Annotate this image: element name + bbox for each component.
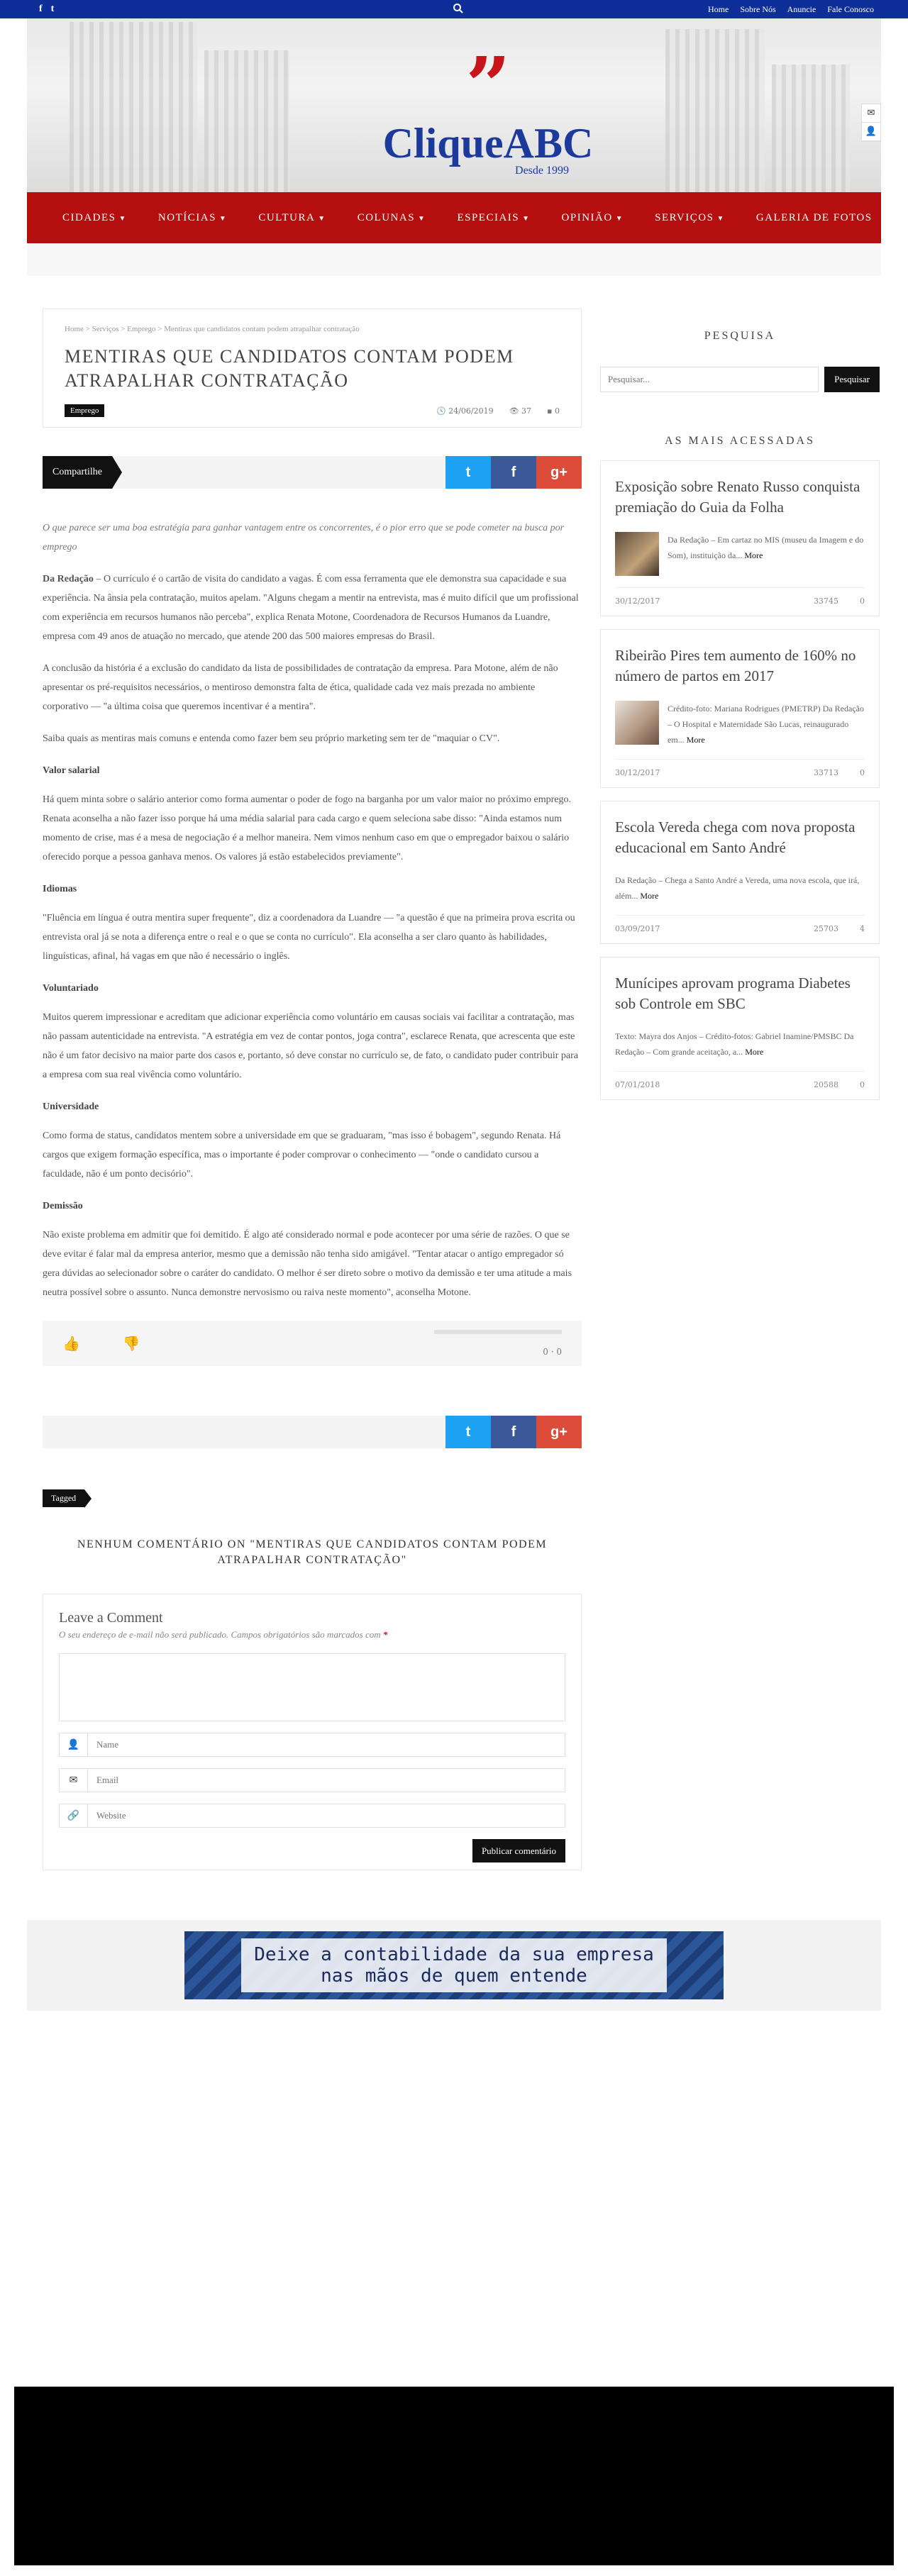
chevron-down-icon: ▼ bbox=[522, 214, 531, 223]
chevron-down-icon: ▼ bbox=[418, 214, 426, 223]
more-link[interactable]: More bbox=[686, 735, 705, 745]
popular-post-title[interactable]: Munícipes aprovam programa Diabetes sob Controle em SBC bbox=[615, 975, 851, 1012]
nav-label: COLUNAS bbox=[357, 211, 416, 223]
building-graphic bbox=[772, 65, 850, 192]
twitter-icon[interactable]: t bbox=[50, 4, 55, 14]
post-stats bbox=[615, 759, 865, 777]
post-date: 30/12/2017 bbox=[615, 768, 660, 777]
nav-item-cidades[interactable] bbox=[47, 212, 143, 224]
vote-bar bbox=[43, 1321, 582, 1366]
eye-icon: 👁 bbox=[509, 406, 522, 416]
ad-band bbox=[27, 1920, 881, 2011]
post-date: 03/09/2017 bbox=[615, 924, 660, 933]
top-bar bbox=[0, 0, 908, 18]
section-heading: Universidade bbox=[43, 1101, 99, 1112]
likes-count: 0 bbox=[543, 1347, 548, 1357]
nav-label: CULTURA bbox=[258, 211, 316, 223]
submit-comment-button[interactable]: Publicar comentário bbox=[472, 1839, 565, 1862]
post-excerpt bbox=[668, 532, 865, 576]
chevron-down-icon: ▼ bbox=[615, 214, 624, 223]
vote-buttons bbox=[62, 1335, 140, 1352]
popular-post-body bbox=[615, 532, 865, 576]
popular-post-body bbox=[615, 701, 865, 748]
popular-post-title[interactable]: Exposição sobre Renato Russo conquista premiação do Guia da Folha bbox=[615, 478, 860, 516]
article-meta bbox=[65, 404, 560, 417]
dislikes-count: 0 bbox=[556, 1347, 562, 1357]
user-icon[interactable]: 👤 bbox=[862, 123, 880, 141]
share-label: Compartilhe bbox=[43, 456, 112, 489]
author-credit: Da Redação bbox=[43, 574, 94, 584]
comment-form bbox=[43, 1594, 582, 1870]
post-thumbnail[interactable] bbox=[615, 532, 659, 576]
post-stats bbox=[615, 915, 865, 933]
share-buttons bbox=[445, 456, 582, 489]
comment-textarea[interactable] bbox=[59, 1653, 565, 1721]
nav-label: NOTÍCIAS bbox=[157, 211, 216, 223]
more-link[interactable]: More bbox=[745, 1047, 764, 1057]
views-stat bbox=[509, 406, 531, 416]
paragraph-text: – O currículo é o cartão de visita do candidato a vagas. É com essa ferramenta que ele demonstra sua capacidade e sua experiência. Na ânsia pela contratação, muitos apelam. "Alguns chegam a mentir na entrevista, mas é muito difícil que um profissional com experiência em recursos humanos não perceba", explica Renata Motone, Coordenadora de Recursos Humanos da Luandre, empresa com 49 anos de atuação no mercado, que atende 200 das 500 maiores empresas do Brasil. bbox=[43, 574, 579, 642]
nav-label: OPINIÃO bbox=[561, 211, 613, 223]
submit-row bbox=[59, 1843, 565, 1857]
main-nav bbox=[27, 192, 881, 243]
views-count: 20588 bbox=[814, 1080, 838, 1089]
link-icon: 🔗 bbox=[60, 1804, 88, 1827]
post-date: 24/06/2019 bbox=[448, 406, 494, 416]
ad-banner[interactable] bbox=[184, 1931, 724, 1999]
post-excerpt bbox=[668, 701, 865, 748]
date-stat bbox=[436, 406, 494, 416]
popular-post-body bbox=[615, 1028, 865, 1060]
article-lead: O que parece ser uma boa estratégia para ganhar vantagem entre os concorrentes, é o pior erro que se pode cometer na busca por emprego bbox=[43, 523, 565, 553]
share-bar bbox=[43, 456, 582, 489]
excerpt-text: Da Redação – Chega a Santo André a Vereda, uma nova escola, que irá, além... bbox=[615, 875, 860, 901]
logo-name: CliqueABC bbox=[382, 120, 594, 167]
nav-item-servicos[interactable] bbox=[639, 212, 741, 224]
page-title: MENTIRAS QUE CANDIDATOS CONTAM PODEM ATRAPALHAR CONTRATAÇÃO bbox=[65, 346, 514, 391]
more-link[interactable]: More bbox=[640, 891, 659, 901]
section-heading: Demissão bbox=[43, 1201, 83, 1211]
comments-count: 0 bbox=[860, 596, 865, 606]
popular-widget-title: AS MAIS ACESSADAS bbox=[665, 435, 815, 447]
facebook-share-button[interactable]: f bbox=[491, 1416, 536, 1448]
nav-item-especiais[interactable] bbox=[441, 212, 546, 224]
nav-label: SERVIÇOS bbox=[655, 211, 714, 223]
note-text: O seu endereço de e-mail não será publicado. Campos obrigatórios são marcados com bbox=[59, 1629, 381, 1640]
nav-item-opiniao[interactable] bbox=[546, 212, 640, 224]
email-input[interactable] bbox=[88, 1769, 565, 1792]
chevron-down-icon: ▼ bbox=[318, 214, 326, 223]
popular-post-body bbox=[615, 872, 865, 904]
post-counts bbox=[814, 596, 865, 606]
post-thumbnail[interactable] bbox=[615, 701, 659, 745]
post-stats bbox=[615, 587, 865, 606]
website-field bbox=[59, 1804, 565, 1828]
search-input[interactable] bbox=[600, 367, 819, 392]
site-logo[interactable] bbox=[382, 40, 594, 177]
excerpt-text: Crédito-foto: Mariana Rodrigues (PMETRP) Da Redação – O Hospital e Maternidade São Lucas, reinaugurado em... bbox=[668, 704, 864, 745]
views-count: 25703 bbox=[814, 924, 838, 933]
site-footer bbox=[14, 2387, 894, 2565]
nav-item-cultura[interactable] bbox=[243, 212, 341, 224]
category-tag[interactable]: Emprego bbox=[65, 404, 104, 417]
popular-post[interactable] bbox=[600, 460, 880, 616]
post-counts bbox=[814, 768, 865, 777]
thumbs-up-icon[interactable]: 👍 bbox=[62, 1335, 80, 1352]
post-excerpt bbox=[615, 1028, 865, 1060]
chevron-down-icon: ▼ bbox=[716, 214, 725, 223]
article-header bbox=[43, 309, 582, 428]
comments-count: 4 bbox=[860, 924, 865, 933]
twitter-share-button[interactable]: t bbox=[445, 1416, 491, 1448]
more-link[interactable]: More bbox=[744, 550, 763, 560]
sidebar-search bbox=[600, 367, 880, 392]
googleplus-share-button[interactable]: g+ bbox=[536, 1416, 582, 1448]
comment-form-title: Leave a Comment bbox=[59, 1610, 163, 1626]
logo-quote-mark: ” bbox=[465, 40, 511, 131]
no-comments-heading: NENHUM COMENTÁRIO ON "MENTIRAS QUE CANDIDATOS CONTAM PODEM ATRAPALHAR CONTRATAÇÃO" bbox=[77, 1538, 548, 1566]
logo-since: Desde 1999 bbox=[515, 165, 569, 177]
nav-item-noticias[interactable] bbox=[143, 212, 243, 224]
facebook-icon[interactable]: f bbox=[39, 4, 43, 14]
post-date: 30/12/2017 bbox=[615, 596, 660, 606]
user-icon: 👤 bbox=[60, 1733, 88, 1756]
facebook-share-button[interactable]: f bbox=[491, 456, 536, 489]
content-wrap bbox=[27, 276, 881, 1870]
top-link-about[interactable]: Sobre Nós bbox=[740, 4, 776, 14]
top-link-home[interactable]: Home bbox=[708, 4, 729, 14]
name-field bbox=[59, 1733, 565, 1757]
post-date: 07/01/2018 bbox=[615, 1080, 660, 1089]
floating-side-buttons bbox=[861, 104, 881, 142]
paragraph: Como forma de status, candidatos mentem sobre a universidade em que se graduaram, "mas isso é bobagem", segundo Renata. Há cargos que exigem formação específica, mas o importante é poder comprovar o conhecimento — "onde o candidato cursou a faculdade, não é um ponto decisório". bbox=[43, 1131, 561, 1179]
paragraph: Há quem minta sobre o salário anterior como forma aumentar o poder de fogo na barganha por um valor maior no próximo emprego. Renata aconselha a não fazer isso porque há uma média salarial para cada cargo e quem seleciona sabe disso: "Ainda estamos num momento de crise, mas é a mesa de negociação é a melhor maneira. Nem vimos nenhum caso em que o empregador baixou o salário oferecido porque a pessoa ganhava menos. Os valores já estão estabelecidos previamente". bbox=[43, 794, 572, 862]
post-counts bbox=[814, 924, 865, 933]
vote-ratio-bar bbox=[434, 1330, 562, 1334]
excerpt-text: Texto: Mayra dos Anjos – Crédito-fotos: Gabriel Inamine/PMSBC Da Redação – Com grande aceitação, a... bbox=[615, 1031, 854, 1057]
comment-form-note bbox=[59, 1629, 565, 1640]
site-header bbox=[27, 18, 881, 192]
building-graphic bbox=[665, 29, 765, 192]
popular-post[interactable] bbox=[600, 629, 880, 788]
top-links bbox=[708, 4, 874, 15]
nav-item-galeria[interactable]: GALERIA DE FOTOS bbox=[755, 211, 873, 223]
sidebar bbox=[600, 309, 880, 1870]
paragraph: Muitos querem impressionar e acreditam que adicionar experiência como voluntário em causas sociais vai facilitar a contratação, mas não passam autenticidade na entrevista. "A estratégia em vez de contar pontos, joga contra", esclarece Renata, que acrescenta que este não é um fator decisivo na maior parte dos casos e, portanto, só deve constar no currículo se, de fato, o candidato puder contribuir para a empresa com sua real vivência como voluntário. bbox=[43, 1012, 578, 1080]
top-link-advertise[interactable]: Anuncie bbox=[787, 4, 816, 14]
breadcrumb[interactable]: Home > Serviços > Emprego > Mentiras que candidatos contam podem atrapalhar contratação bbox=[65, 325, 360, 333]
name-input[interactable] bbox=[88, 1733, 565, 1756]
building-graphic bbox=[70, 22, 197, 192]
search-button[interactable]: Pesquisar bbox=[824, 367, 880, 392]
clock-icon: 🕓 bbox=[436, 406, 449, 416]
post-counts bbox=[814, 1080, 865, 1089]
chevron-down-icon: ▼ bbox=[218, 214, 228, 223]
comments-count: 0 bbox=[860, 768, 865, 777]
top-link-contact[interactable]: Fale Conosco bbox=[827, 4, 874, 14]
thumbs-down-icon[interactable]: 👎 bbox=[122, 1335, 140, 1352]
meta-stats bbox=[436, 406, 560, 416]
comments-count: 0 bbox=[860, 1080, 865, 1089]
comments-count: 0 bbox=[555, 406, 560, 416]
mail-icon[interactable]: ✉ bbox=[862, 104, 880, 123]
paragraph: A conclusão da história é a exclusão do candidato da lista de possibilidades de contratação da empresa. Para Motone, além de não apresentar os pré-requisitos necessários, o mentiroso demonstra falta de ética, qualidade cada vez mais prezada no ambiente corporativo — "a última coisa que queremos incentivar é a mentira". bbox=[43, 663, 558, 712]
paragraph: Não existe problema em admitir que foi demitido. É algo até considerado normal e pode acontecer por uma série de razões. O que se deve evitar é falar mal da empresa anterior, mesmo que a demissão não tenha sido amigável. "Tentar atacar o antigo empregador só gera dúvidas ao selecionador sobre o caráter do candidato. O melhor é ser direto sobre o motivo da demissão e ter uma atitude a mais neutra possível sobre o assunto. Nunca demonstre nervosismo ou raiva neste momento", aconselha Motone. bbox=[43, 1230, 572, 1298]
post-excerpt bbox=[615, 872, 865, 904]
nav-label: CIDADES bbox=[62, 211, 116, 223]
comment-icon: ▪ bbox=[547, 406, 555, 416]
popular-post-title[interactable]: Escola Vereda chega com nova proposta educacional em Santo André bbox=[615, 818, 856, 856]
main-column bbox=[43, 309, 582, 1870]
section-heading: Idiomas bbox=[43, 884, 77, 894]
ad-text: Deixe a contabilidade da sua empresa nas mãos de quem entende bbox=[241, 1938, 667, 1992]
article-body bbox=[43, 518, 582, 1302]
required-marker: * bbox=[382, 1629, 388, 1640]
paragraph bbox=[43, 570, 582, 646]
email-field bbox=[59, 1768, 565, 1792]
nav-shadow-band bbox=[27, 243, 881, 276]
share-buttons bbox=[445, 1416, 582, 1448]
popular-post[interactable] bbox=[600, 957, 880, 1100]
views-count: 33745 bbox=[814, 596, 838, 606]
section-heading: Voluntariado bbox=[43, 983, 99, 994]
tagged-label: Tagged bbox=[43, 1489, 84, 1507]
views-count: 33713 bbox=[814, 768, 838, 777]
social-links bbox=[39, 4, 54, 15]
post-stats bbox=[615, 1071, 865, 1089]
building-graphic bbox=[204, 50, 289, 192]
twitter-share-button[interactable]: t bbox=[445, 456, 491, 489]
share-bar-bottom bbox=[43, 1416, 582, 1448]
popular-post-title[interactable]: Ribeirão Pires tem aumento de 160% no número de partos em 2017 bbox=[615, 647, 856, 684]
nav-label: ESPECIAIS bbox=[457, 211, 520, 223]
views-count: 37 bbox=[521, 406, 532, 416]
googleplus-share-button[interactable]: g+ bbox=[536, 456, 582, 489]
comments-stat bbox=[547, 406, 560, 416]
mail-icon: ✉ bbox=[60, 1769, 88, 1792]
section-heading: Valor salarial bbox=[43, 765, 100, 776]
vote-counts: 0 · 0 bbox=[434, 1330, 562, 1357]
excerpt-text: Da Redação – Em cartaz no MIS (museu da Imagem e do Som), instituição da... bbox=[668, 535, 864, 560]
paragraph: Saiba quais as mentiras mais comuns e entenda como fazer bem seu próprio marketing sem ter de "maquiar o CV". bbox=[43, 733, 500, 744]
chevron-down-icon: ▼ bbox=[118, 214, 127, 223]
footer-spacer bbox=[0, 2011, 908, 2387]
popular-post[interactable] bbox=[600, 801, 880, 944]
nav-item-colunas[interactable] bbox=[342, 212, 442, 224]
paragraph: "Fluência em língua é outra mentira super frequente", diz a coordenadora da Luandre — "a questão é que na primeira prova escrita ou entrevista oral já se nota a diferença entre o real e o que se conta no currículo". Ela aconselha a ser claro quanto às habilidades, linguísticas, afinal, há vagas em que não é necessário o inglês. bbox=[43, 913, 575, 962]
search-icon[interactable] bbox=[453, 3, 464, 14]
website-input[interactable] bbox=[88, 1804, 565, 1827]
search-widget-title: PESQUISA bbox=[704, 330, 776, 342]
